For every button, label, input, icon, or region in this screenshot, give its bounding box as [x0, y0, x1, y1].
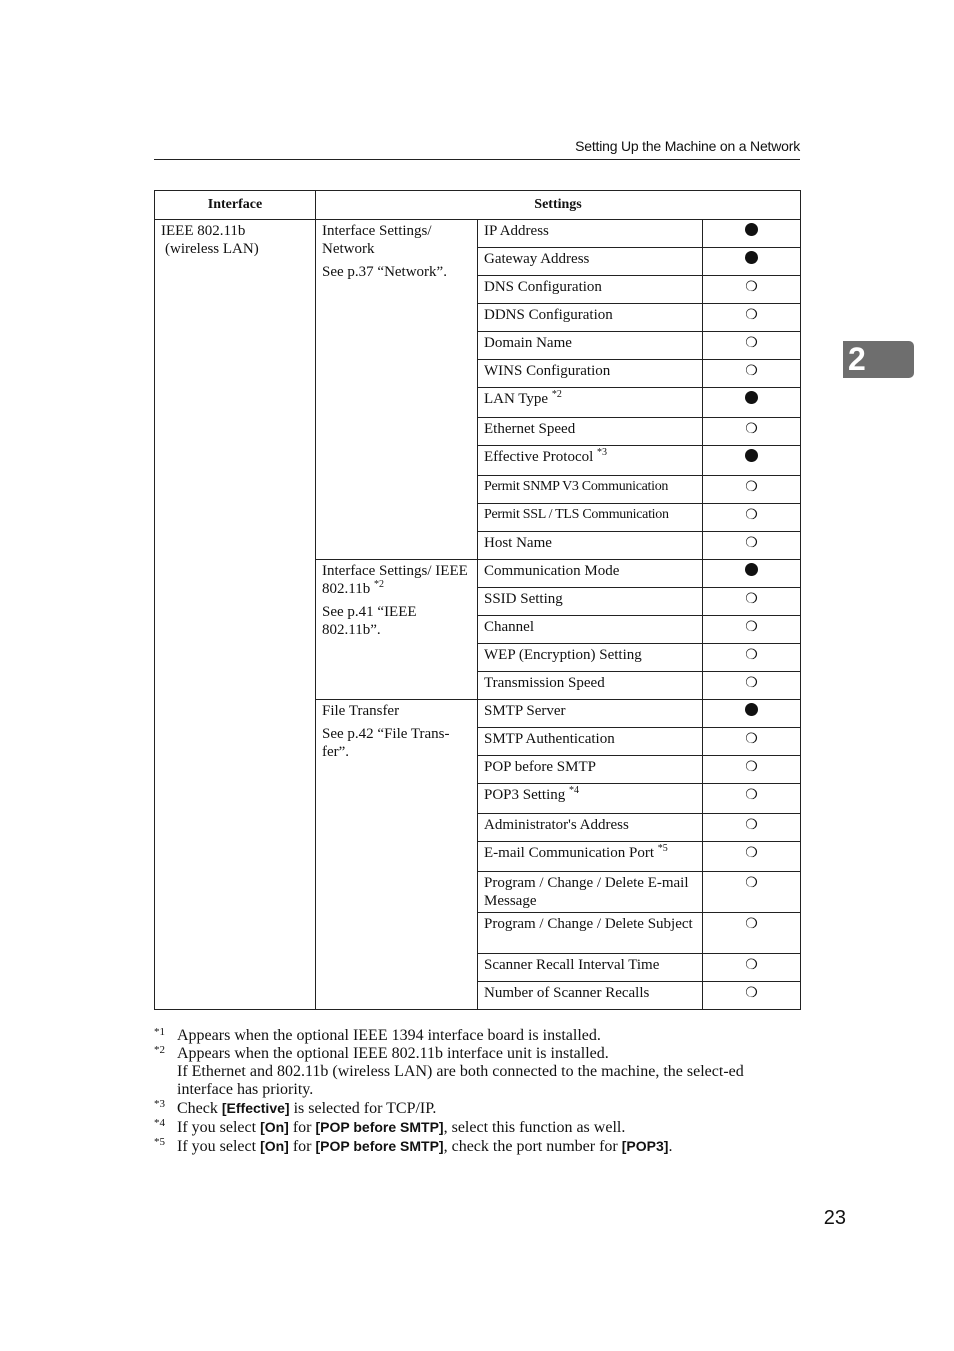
hollow-circle-icon: ❍ [745, 308, 758, 323]
settings-group-name: Interface Settings/ Network [322, 223, 432, 257]
header-rule [154, 159, 800, 160]
footnote-ref: *5 [657, 843, 668, 854]
chapter-tab: 2 [843, 341, 914, 378]
hollow-circle-icon: ❍ [745, 676, 758, 691]
footnote-mark: *5 [154, 1136, 165, 1148]
availability-cell [703, 672, 801, 700]
footnote-keyword: [On] [260, 1138, 289, 1154]
setting-item [478, 332, 703, 360]
setting-item [478, 560, 703, 588]
setting-label: E-mail Communication Port [484, 845, 654, 861]
setting-item [478, 248, 703, 276]
hollow-circle-icon: ❍ [745, 508, 758, 523]
availability-cell [703, 913, 801, 954]
footnote-text: for [288, 1138, 316, 1155]
footnote-ref: *4 [569, 785, 580, 796]
footnote-text: . [668, 1138, 673, 1155]
hollow-circle-icon: ❍ [745, 760, 758, 775]
settings-group-name: File Transfer [322, 703, 400, 719]
footnote-mark: *2 [154, 1044, 165, 1056]
interface-cell [155, 220, 316, 1010]
table-row [155, 220, 801, 248]
footnotes [154, 1027, 800, 1156]
hollow-circle-icon: ❍ [745, 788, 758, 803]
cross-reference: See p.42 “File Trans-fer”. [322, 726, 450, 760]
footnote-text: Appears when the optional IEEE 802.11b interface unit is installed. [177, 1045, 609, 1062]
setting-item [478, 872, 703, 913]
setting-label: SSID Setting [484, 591, 563, 607]
setting-label: WEP (Encryption) Setting [484, 647, 642, 663]
footnote-text: , select this function as well. [443, 1119, 626, 1136]
filled-circle-icon [745, 563, 758, 576]
setting-label: Communication Mode [484, 563, 620, 579]
setting-label: SMTP Server [484, 703, 566, 719]
hollow-circle-icon: ❍ [745, 846, 758, 861]
settings-table [154, 190, 801, 1010]
setting-item [478, 360, 703, 388]
footnote-keyword: [POP3] [621, 1138, 669, 1154]
setting-item [478, 756, 703, 784]
setting-item [478, 700, 703, 728]
footnote-mark: *4 [154, 1117, 165, 1129]
footnote-keyword: [POP before SMTP] [315, 1119, 444, 1135]
footnote-3 [154, 1099, 800, 1118]
setting-label: Gateway Address [484, 251, 590, 267]
setting-item [478, 842, 703, 872]
setting-label: Permit SNMP V3 Communication [484, 479, 669, 494]
setting-item [478, 504, 703, 532]
running-header: Setting Up the Machine on a Network [575, 138, 800, 154]
cross-reference: See p.37 “Network”. [322, 264, 447, 280]
setting-item [478, 616, 703, 644]
hollow-circle-icon: ❍ [745, 958, 758, 973]
availability-cell [703, 418, 801, 446]
setting-label: Program / Change / Delete E-mail Message [484, 875, 689, 909]
settings-group-cell [316, 220, 478, 560]
setting-item [478, 672, 703, 700]
setting-label: IP Address [484, 223, 549, 239]
filled-circle-icon [745, 703, 758, 716]
hollow-circle-icon: ❍ [745, 336, 758, 351]
footnote-ref: *2 [373, 579, 384, 590]
availability-cell [703, 248, 801, 276]
setting-label: DNS Configuration [484, 279, 602, 295]
setting-item [478, 982, 703, 1010]
settings-group-cell [316, 560, 478, 700]
settings-group-cell [316, 700, 478, 1010]
hollow-circle-icon: ❍ [745, 422, 758, 437]
availability-cell [703, 756, 801, 784]
hollow-circle-icon: ❍ [745, 732, 758, 747]
settings-group-name: Interface Settings/ IEEE 802.11b [322, 563, 468, 597]
hollow-circle-icon: ❍ [745, 917, 758, 932]
setting-label: Host Name [484, 535, 552, 551]
filled-circle-icon [745, 449, 758, 462]
setting-item [478, 418, 703, 446]
footnote-1 [154, 1027, 800, 1045]
filled-circle-icon [745, 223, 758, 236]
availability-cell [703, 644, 801, 672]
footnote-keyword: [Effective] [221, 1100, 290, 1116]
setting-item [478, 446, 703, 476]
availability-cell [703, 446, 801, 476]
setting-label: Administrator's Address [484, 817, 629, 833]
setting-label: WINS Configuration [484, 363, 611, 379]
footnote-text: is selected for TCP/IP. [289, 1100, 437, 1117]
table-body [155, 220, 801, 1010]
footnote-text-extra: If Ethernet and 802.11b (wireless LAN) are both connected to the machine, the select-ed interface has priority. [177, 1063, 744, 1098]
footnote-ref: *3 [597, 447, 608, 458]
availability-cell [703, 954, 801, 982]
footnote-text: Appears when the optional IEEE 1394 interface board is installed. [177, 1027, 601, 1044]
setting-label: POP3 Setting [484, 787, 566, 803]
availability-cell [703, 532, 801, 560]
footnote-ref: *2 [551, 389, 562, 400]
setting-item [478, 388, 703, 418]
footnote-mark: *3 [154, 1098, 165, 1110]
availability-cell [703, 842, 801, 872]
filled-circle-icon [745, 391, 758, 404]
setting-item [478, 588, 703, 616]
setting-item [478, 728, 703, 756]
interface-note: (wireless LAN) [165, 241, 259, 257]
footnote-keyword: [On] [260, 1119, 289, 1135]
hollow-circle-icon: ❍ [745, 592, 758, 607]
hollow-circle-icon: ❍ [745, 818, 758, 833]
availability-cell [703, 332, 801, 360]
availability-cell [703, 304, 801, 332]
hollow-circle-icon: ❍ [745, 536, 758, 551]
setting-label: Program / Change / Delete Subject [484, 916, 693, 932]
hollow-circle-icon: ❍ [745, 620, 758, 635]
setting-label: LAN Type [484, 391, 549, 407]
setting-item [478, 913, 703, 954]
filled-circle-icon [745, 251, 758, 264]
availability-cell [703, 814, 801, 842]
cross-reference: See p.41 “IEEE 802.11b”. [322, 604, 417, 638]
setting-item [478, 220, 703, 248]
setting-label: DDNS Configuration [484, 307, 613, 323]
availability-cell [703, 728, 801, 756]
setting-item [478, 304, 703, 332]
hollow-circle-icon: ❍ [745, 986, 758, 1001]
availability-cell [703, 220, 801, 248]
interface-name: IEEE 802.11b [161, 223, 246, 239]
setting-label: Scanner Recall Interval Time [484, 957, 660, 973]
footnote-5 [154, 1137, 800, 1156]
availability-cell [703, 388, 801, 418]
setting-label: SMTP Authentication [484, 731, 615, 747]
setting-item [478, 784, 703, 814]
setting-label: Ethernet Speed [484, 421, 576, 437]
setting-item [478, 532, 703, 560]
footnote-keyword: [POP before SMTP] [315, 1138, 444, 1154]
availability-cell [703, 504, 801, 532]
hollow-circle-icon: ❍ [745, 364, 758, 379]
footnote-text: for [288, 1119, 316, 1136]
page-number: 23 [823, 1207, 846, 1229]
setting-label: Permit SSL / TLS Communication [484, 507, 669, 522]
availability-cell [703, 560, 801, 588]
footnote-text: If you select [177, 1138, 261, 1155]
setting-label: Domain Name [484, 335, 572, 351]
availability-cell [703, 276, 801, 304]
availability-cell [703, 982, 801, 1010]
hollow-circle-icon: ❍ [745, 480, 758, 495]
availability-cell [703, 360, 801, 388]
setting-item [478, 476, 703, 504]
setting-label: Number of Scanner Recalls [484, 985, 650, 1001]
column-header-interface: Interface [155, 191, 316, 220]
setting-item [478, 954, 703, 982]
setting-item [478, 814, 703, 842]
setting-label: Channel [484, 619, 534, 635]
footnote-text: , check the port number for [443, 1138, 622, 1155]
footnote-text: If you select [177, 1119, 261, 1136]
availability-cell [703, 872, 801, 913]
column-header-settings: Settings [316, 191, 801, 220]
availability-cell [703, 476, 801, 504]
availability-cell [703, 588, 801, 616]
footnote-mark: *1 [154, 1026, 165, 1038]
setting-label: POP before SMTP [484, 759, 596, 775]
setting-item [478, 276, 703, 304]
footnote-4 [154, 1118, 800, 1137]
footnote-text: Check [177, 1100, 222, 1117]
footnote-2 [154, 1045, 800, 1099]
setting-label: Transmission Speed [484, 675, 605, 691]
availability-cell [703, 616, 801, 644]
hollow-circle-icon: ❍ [745, 648, 758, 663]
hollow-circle-icon: ❍ [745, 280, 758, 295]
table-header-row [155, 191, 801, 220]
availability-cell [703, 784, 801, 814]
setting-item [478, 644, 703, 672]
availability-cell [703, 700, 801, 728]
hollow-circle-icon: ❍ [745, 876, 758, 891]
setting-label: Effective Protocol [484, 449, 594, 465]
